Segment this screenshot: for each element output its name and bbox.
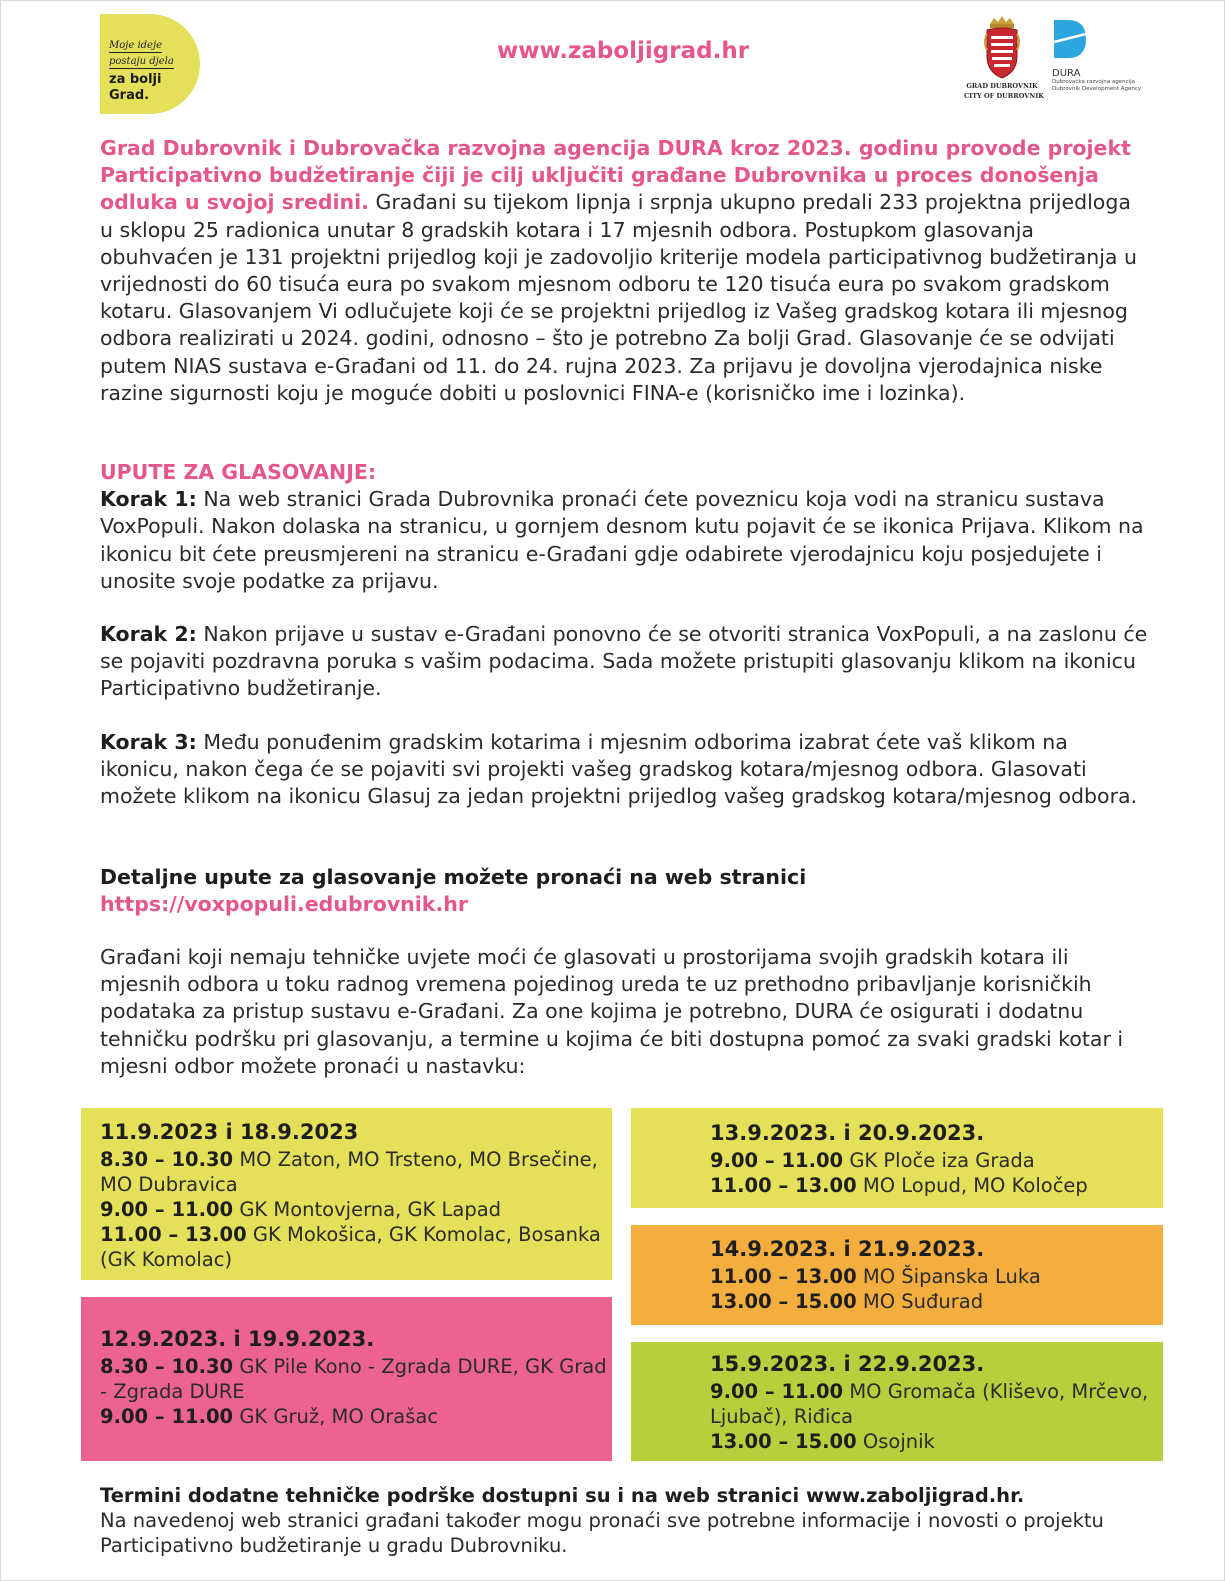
schedule-places: MO Šipanska Luka xyxy=(856,1265,1041,1288)
schedule-row xyxy=(710,1289,1163,1314)
schedule-box-5 xyxy=(631,1342,1163,1461)
schedule-places: GK Ploče iza Grada xyxy=(843,1149,1035,1172)
schedule-places: GK Mokošica, GK Komolac, Bosanka (GK Komolac) xyxy=(100,1223,601,1271)
schedule-time: 11.00 – 13.00 xyxy=(710,1174,857,1197)
crest-caption-2: CITY OF DUBROVNIK xyxy=(964,92,1044,100)
support-text: Građani koji nemaju tehničke uvjete moći će glasovati u prostorijama svojih gradskih kotara ili mjesnih odbora u toku radnog vremena pojedinog ureda te uz prethodno pribavljanje korisničkih podataka za pristup sustavu e-Građani. Za one kojima je potrebno, DURA će osigurati i dodatnu tehničku podršku pri glasovanju, a termine u kojima će biti dostupna pomoć za svaki gradski kotar i mjesni odbor možete pronaći u nastavku: xyxy=(100,945,1124,1078)
schedule-box-1 xyxy=(81,1108,612,1280)
schedule-places: MO Suđurad xyxy=(856,1290,984,1313)
step-2-text: Nakon prijave u sustav e-Građani ponovno će se otvoriti stranica VoxPopuli, a na zaslonu će se pojaviti pozdravna poruka s vašim podacima. Sada možete pristupiti glasovanju klikom na ikonicu Participativno budžetiranje. xyxy=(100,622,1148,701)
site-url-link[interactable]: www.zaboljigrad.hr xyxy=(496,38,750,64)
voting-instructions xyxy=(100,459,1150,595)
schedule-time: 9.00 – 11.00 xyxy=(710,1380,844,1403)
schedule-time: 8.30 – 10.30 xyxy=(100,1355,234,1378)
logo-line-3: za bolji xyxy=(109,72,162,87)
schedule-time: 13.00 – 15.00 xyxy=(710,1430,857,1453)
schedule-row xyxy=(100,1147,612,1197)
schedule-row xyxy=(100,1404,612,1429)
schedule-places: GK Montovjerna, GK Lapad xyxy=(233,1198,502,1221)
schedule-box-4 xyxy=(631,1225,1163,1325)
schedule-time: 9.00 – 11.00 xyxy=(710,1149,844,1172)
schedule-row xyxy=(100,1222,612,1272)
schedule-time: 13.00 – 15.00 xyxy=(710,1290,857,1313)
schedule-time: 9.00 – 11.00 xyxy=(100,1405,234,1428)
step-2-label: Korak 2: xyxy=(100,622,197,646)
schedule-date: 14.9.2023. i 21.9.2023. xyxy=(710,1237,985,1261)
schedule-time: 9.00 – 11.00 xyxy=(100,1198,234,1221)
dura-name: DURA xyxy=(1052,68,1081,79)
schedule-row xyxy=(100,1197,612,1222)
logo-line-4: Grad. xyxy=(109,88,150,103)
intro-highlight: Grad Dubrovnik i Dubrovačka razvojna agencija DURA kroz 2023. godinu provode projekt Participativno budžetiranje čiji je cilj uključiti građane Dubrovnika u proces donošenja odluka u svojoj sredini. xyxy=(100,136,1131,215)
schedule-row xyxy=(100,1354,612,1404)
schedule-time: 8.30 – 10.30 xyxy=(100,1148,234,1171)
dura-sub-1: Dubrovačka razvojna agencija xyxy=(1052,79,1136,85)
step-1 xyxy=(100,486,1150,595)
schedule-time: 11.00 – 13.00 xyxy=(710,1265,857,1288)
schedule-date: 12.9.2023. i 19.9.2023. xyxy=(100,1327,375,1351)
schedule-row xyxy=(710,1429,1163,1454)
step-1-label: Korak 1: xyxy=(100,487,197,512)
schedule-places: MO Lopud, MO Koločep xyxy=(856,1174,1088,1197)
city-of-dubrovnik-logo xyxy=(964,16,1044,100)
dura-logo xyxy=(1052,18,1142,93)
footer-bold: Termini dodatne tehničke podrške dostupni su i na web stranici www.zaboljigrad.hr. xyxy=(100,1484,1025,1507)
schedule-places: MO Gromača (Kliševo, Mrčevo, Ljubač), Riđica xyxy=(710,1380,1149,1428)
support-paragraph xyxy=(100,944,1150,1080)
schedule-box-2 xyxy=(81,1297,612,1461)
schedule-date: 13.9.2023. i 20.9.2023. xyxy=(710,1121,985,1145)
detail-heading: Detaljne upute za glasovanje možete pronaći na web stranici xyxy=(100,865,807,889)
schedule-row xyxy=(710,1379,1163,1429)
za-bolji-grad-logo xyxy=(100,14,200,114)
crest-caption-1: GRAD DUBROVNIK xyxy=(966,82,1038,90)
coat-of-arms-icon xyxy=(984,16,1020,80)
voxpopuli-link[interactable]: https://voxpopuli.edubrovnik.hr xyxy=(100,892,468,917)
schedule-row xyxy=(710,1173,1163,1198)
schedule-date: 11.9.2023 i 18.9.2023 xyxy=(100,1120,359,1144)
detail-info xyxy=(100,864,1150,918)
instructions-heading: UPUTE ZA GLASOVANJE: xyxy=(100,460,377,484)
step-3-text: Među ponuđenim gradskim kotarima i mjesnim odborima izabrat ćete vaš klikom na ikonicu, nakon čega će se pojaviti svi projekti vašeg gradskog kotara/mjesnog odbora. Glasovati možete klikom na ikonicu Glasuj za jedan projektni prijedlog vašeg gradskog kotara/mjesnog odbora. xyxy=(100,730,1138,809)
schedule-box-3 xyxy=(631,1108,1163,1208)
footer-text: Na navedenoj web stranici građani također mogu pronaći sve potrebne informacije i novosti o projektu Participativno budžetiranje u gradu Dubrovniku. xyxy=(100,1509,1104,1557)
footer xyxy=(100,1483,1150,1558)
schedule-places: MO Zaton, MO Trsteno, MO Brsečine, MO Dubravica xyxy=(100,1148,598,1196)
logo-line-1: Moje ideje xyxy=(109,40,162,51)
step-3-label: Korak 3: xyxy=(100,730,197,754)
schedule-date: 15.9.2023. i 22.9.2023. xyxy=(710,1352,985,1376)
intro-body: Građani su tijekom lipnja i srpnja ukupno predali 233 projektna prijedloga u sklopu 25 radionica unutar 8 gradskih kotara i 17 mjesnih odbora. Postupkom glasovanja obuhvaćen je 131 projektni prijedlog koji je zadovoljio kriterije modela participativnog budžetiranja u vrijednosti do 60 tisuća eura po svakom mjesnom odboru te 120 tisuća eura po svakom gradskom kotaru. Glasovanjem Vi odlučujete koji će se projektni prijedlog iz Vašeg gradskog kotara ili mjesnog odbora realizirati u 2024. godini, odnosno – što je potrebno Za bolji Grad. Glasovanje će se odvijati putem NIAS sustava e-Građani od 11. do 24. rujna 2023. Za prijavu je dovoljna vjerodajnica niske razine sigurnosti koju je moguće dobiti u poslovnici FINA-e (korisničko ime i lozinka). xyxy=(100,190,1137,405)
schedule-time: 11.00 – 13.00 xyxy=(100,1223,247,1246)
schedule-places: GK Gruž, MO Orašac xyxy=(233,1405,439,1428)
step-2 xyxy=(100,621,1150,703)
dura-sub-2: Dubrovnik Development Agency xyxy=(1052,86,1142,92)
dura-d-icon xyxy=(1052,18,1088,60)
schedule-places: Osojnik xyxy=(856,1430,935,1453)
schedule-row xyxy=(710,1264,1163,1289)
intro-paragraph xyxy=(100,135,1150,407)
logo-line-2: postaju djela xyxy=(109,56,174,67)
step-1-text: Na web stranici Grada Dubrovnika pronaći ćete poveznicu koja vodi na stranicu sustava VoxPopuli. Nakon dolaska na stranicu, u gornjem desnom kutu pojavit će se ikonica Prijava. Klikom na ikonicu bit ćete preusmjereni na stranicu e-Građani gdje odabirete vjerodajnicu koju posjedujete i unosite svoje podatke za prijavu. xyxy=(100,487,1144,593)
schedule-places: GK Pile Kono - Zgrada DURE, GK Grad - Zgrada DURE xyxy=(100,1355,607,1403)
step-3 xyxy=(100,729,1150,811)
schedule-row xyxy=(710,1148,1163,1173)
